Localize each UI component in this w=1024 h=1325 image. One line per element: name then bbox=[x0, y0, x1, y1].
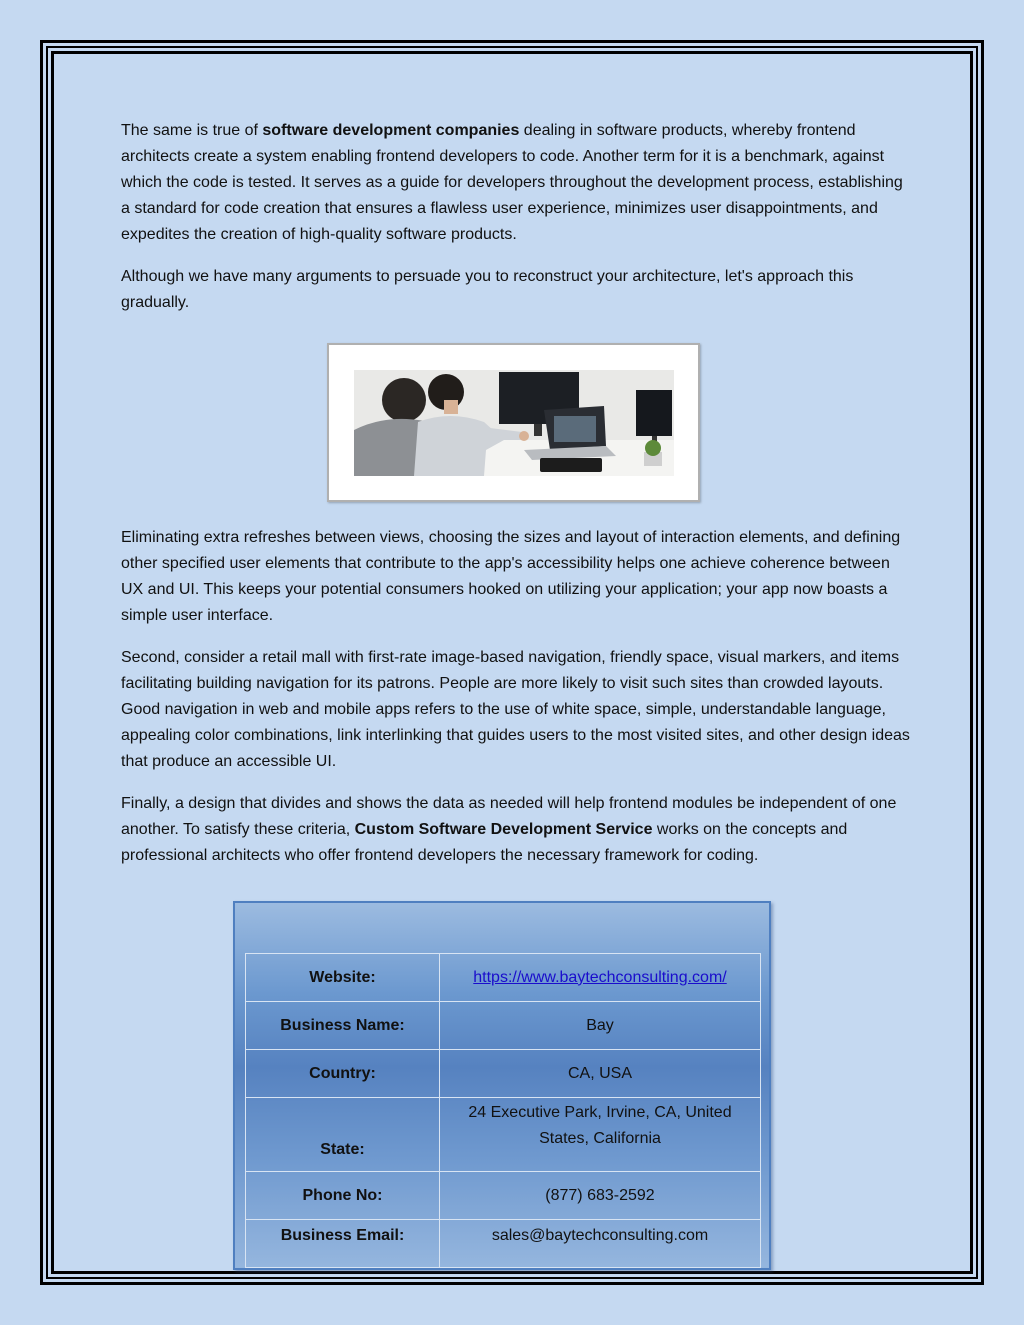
paragraph-1 bbox=[121, 118, 911, 248]
website-value bbox=[440, 954, 761, 1002]
contact-table bbox=[245, 953, 761, 1268]
contact-card bbox=[233, 901, 771, 1270]
paragraph-1-text-b: dealing in software products, whereby frontend architects create a system enabling frontend developers to code. Another term for it is a benchmark, against which the code is tested. It serves as a guide for developers throughout the development process, establishing a standard for code creation that ensures a flawless user experience, minimizes user disappointments, and expedites the creation of high-quality software products. bbox=[121, 122, 903, 243]
paragraph-2: Although we have many arguments to persuade you to reconstruct your architecture, let's approach this gradually. bbox=[121, 268, 854, 311]
paragraph-1-text-a: The same is true of bbox=[121, 122, 263, 139]
table-row bbox=[246, 1172, 761, 1220]
business-name-label: Business Name: bbox=[246, 1002, 440, 1050]
website-link[interactable]: https://www.baytechconsulting.com/ bbox=[473, 968, 727, 986]
paragraph-5-text-a: Finally, a design that divides and shows the data as needed will help frontend modules be independent of one another. To satisfy these criteria, bbox=[121, 795, 897, 838]
phone-value: (877) 683-2592 bbox=[440, 1172, 761, 1220]
table-row bbox=[246, 1098, 761, 1172]
state-label: State: bbox=[246, 1098, 440, 1172]
email-label: Business Email: bbox=[246, 1220, 440, 1268]
table-row bbox=[246, 1050, 761, 1098]
intro-text bbox=[121, 118, 911, 332]
table-row bbox=[246, 954, 761, 1002]
paragraph-5-text-b: works on the concepts and professional architects who offer frontend developers the necessary framework for coding. bbox=[121, 821, 848, 864]
website-label: Website: bbox=[246, 954, 440, 1002]
phone-label: Phone No: bbox=[246, 1172, 440, 1220]
paragraph-5 bbox=[121, 791, 911, 869]
office-photo bbox=[354, 370, 674, 476]
paragraph-5-bold: Custom Software Development Service bbox=[354, 821, 653, 838]
business-name-value: Bay bbox=[440, 1002, 761, 1050]
table-row bbox=[246, 1002, 761, 1050]
body-text bbox=[121, 525, 911, 885]
paragraph-1-bold: software development companies bbox=[262, 122, 520, 139]
country-label: Country: bbox=[246, 1050, 440, 1098]
email-value: sales@baytechconsulting.com bbox=[440, 1220, 761, 1268]
figure-frame bbox=[327, 343, 700, 502]
table-row bbox=[246, 1220, 761, 1268]
country-value: CA, USA bbox=[440, 1050, 761, 1098]
paragraph-3: Eliminating extra refreshes between views, choosing the sizes and layout of interaction elements, and defining other specified user elements that contribute to the app's accessibility helps one achieve coherence between UX and UI. This keeps your potential consumers hooked on utilizing your application; your app now boasts a simple user interface. bbox=[121, 529, 901, 624]
state-value: 24 Executive Park, Irvine, CA, United States, California bbox=[440, 1098, 761, 1172]
paragraph-4: Second, consider a retail mall with first-rate image-based navigation, friendly space, visual markers, and items facilitating building navigation for its patrons. People are more likely to visit such sites than crowded layouts. Good navigation in web and mobile apps refers to the use of white space, simple, understandable language, appealing color combinations, link interlinking that guides users to the most visited sites, and other design ideas that produce an accessible UI. bbox=[121, 649, 910, 770]
